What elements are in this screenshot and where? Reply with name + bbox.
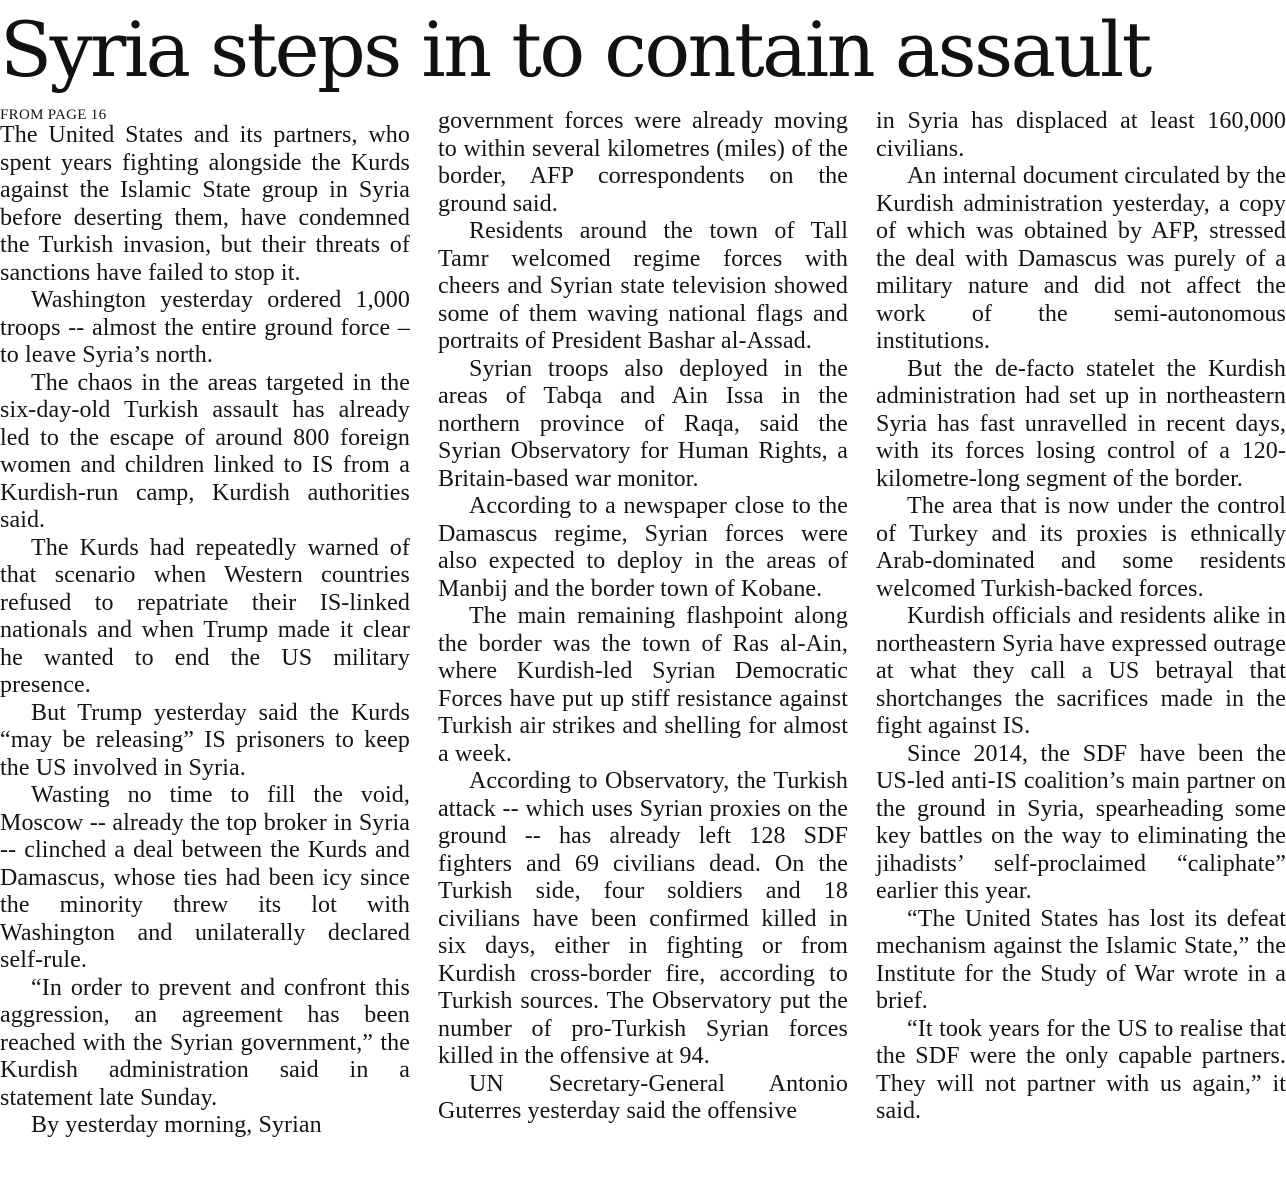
article-column-3 <box>876 106 1286 1126</box>
article-paragraph: “It took years for the US to realise that the SDF were the only capable partners. They will not partner with us again,” it said. <box>876 1015 1286 1124</box>
article-paragraph: “The United States has lost its defeat mechanism against the Islamic State,” the Institute for the Study of War wrote in a brief. <box>876 905 1286 1014</box>
article-paragraph: Washington yesterday ordered 1,000 troops -- almost the entire ground force – to leave Syria’s north. <box>0 287 410 368</box>
article-paragraph: Since 2014, the SDF have been the US-led anti-IS coalition’s main partner on the ground in Syria, spearheading some key battles on the way to eliminating the jihadists’ self-proclaimed “caliphate” earlier this year. <box>876 740 1286 904</box>
article-paragraph: The Kurds had repeatedly warned of that scenario when Western countries refused to repatriate their IS-linked nationals and when Trump made it clear he wanted to end the US military presence. <box>0 534 410 698</box>
article-paragraph: But the de-facto statelet the Kurdish administration had set up in northeastern Syria has fast unravelled in recent days, with its forces losing control of a 120-kilometre-long segment of the border. <box>876 355 1286 492</box>
article-paragraph: The chaos in the areas targeted in the six-day-old Turkish assault has already led to the escape of around 800 foreign women and children linked to IS from a Kurdish-run camp, Kurdish authorities said. <box>0 369 410 533</box>
article-paragraph: Residents around the town of Tall Tamr welcomed regime forces with cheers and Syrian state television showed some of them waving national flags and portraits of President Bashar al-Assad. <box>438 218 848 354</box>
article-column-2 <box>438 106 848 1126</box>
article-column-1 <box>0 106 410 1140</box>
article-paragraph: By yesterday morning, Syrian <box>31 1112 322 1138</box>
continued-from-label: FROM PAGE 16 <box>0 107 107 123</box>
article-paragraph: in Syria has displaced at least 160,000 civilians. <box>876 108 1286 162</box>
article-paragraph: But Trump yesterday said the Kurds “may be releasing” IS prisoners to keep the US involved in Syria. <box>0 699 410 781</box>
article-paragraph: According to Observatory, the Turkish attack -- which uses Syrian proxies on the ground -- has already left 128 SDF fighters and 69 civilians dead. On the Turkish side, four soldiers and 18 civilians have been confirmed killed in six days, either in fighting or from Kurdish cross-border fire, according to Turkish sources. The Observatory put the number of pro-Turkish Syrian forces killed in the offensive at 94. <box>438 768 848 1069</box>
article-paragraph: government forces were already moving to within several kilometres (miles) of the border, AFP correspondents on the ground said. <box>438 108 848 217</box>
article-paragraph: The main remaining flashpoint along the border was the town of Ras al-Ain, where Kurdish-led Syrian Democratic Forces have put up stiff resistance against Turkish air strikes and shelling for almost a week. <box>438 603 848 767</box>
article-paragraph: Kurdish officials and residents alike in northeastern Syria have expressed outrage at what they call a US betrayal that shortchanges the sacrifices made in the fight against IS. <box>876 603 1286 739</box>
headline: Syria steps in to contain assault <box>0 5 1150 94</box>
article-paragraph: UN Secretary-General Antonio Guterres yesterday said the offensive <box>438 1070 848 1124</box>
article-paragraph: According to a newspaper close to the Damascus regime, Syrian forces were also expected to deploy in the areas of Manbij and the border town of Kobane. <box>438 493 848 602</box>
article-paragraph: “In order to prevent and confront this aggression, an agreement has been reached with the Syrian government,” the Kurdish administration said in a statement late Sunday. <box>0 974 410 1111</box>
article-paragraph: Syrian troops also deployed in the areas of Tabqa and Ain Issa in the northern province of Raqa, said the Syrian Observatory for Human Rights, a Britain-based war monitor. <box>438 355 848 492</box>
article-paragraph: Wasting no time to fill the void, Moscow -- already the top broker in Syria -- clinched a deal between the Kurds and Damascus, whose ties had been icy since the minority threw its lot with Washington and unilaterally declared self-rule. <box>0 782 410 973</box>
article-paragraph: The United States and its partners, who spent years fighting alongside the Kurds against the Islamic State group in Syria before deserting them, have condemned the Turkish invasion, but their threats of sanctions have failed to stop it. <box>0 122 410 286</box>
article-paragraph: The area that is now under the control of Turkey and its proxies is ethnically Arab-dominated and some residents welcomed Turkish-backed forces. <box>876 493 1286 602</box>
article-paragraph: An internal document circulated by the Kurdish administration yesterday, a copy of which was obtained by AFP, stressed the deal with Damascus was purely of a military nature and did not affect the work of the semi-autonomous institutions. <box>876 163 1286 354</box>
